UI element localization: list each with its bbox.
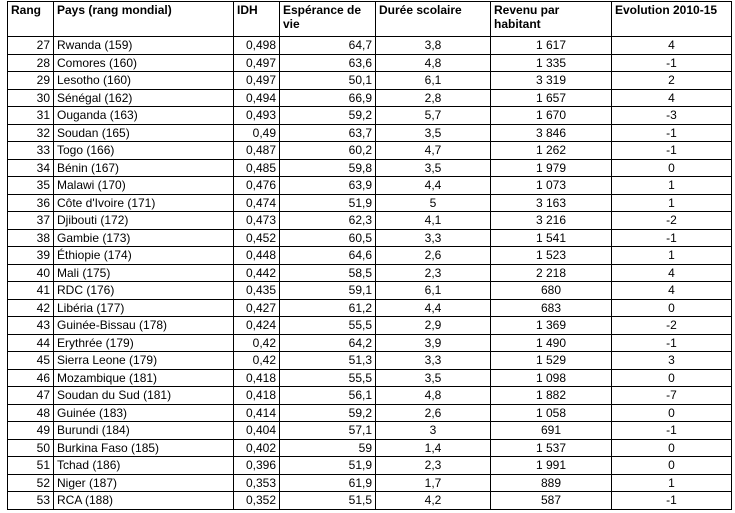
cell-idh: 0,404 <box>234 422 280 440</box>
cell-duree: 3,3 <box>376 352 491 370</box>
cell-revenu: 1 369 <box>491 317 612 335</box>
cell-idh: 0,497 <box>234 54 280 72</box>
cell-duree: 2,8 <box>376 89 491 107</box>
cell-pays: Guinée-Bissau (178) <box>54 317 234 335</box>
cell-evolution: 1 <box>612 474 732 492</box>
cell-esperance: 57,1 <box>280 422 376 440</box>
cell-esperance: 56,1 <box>280 387 376 405</box>
table-row <box>8 369 732 387</box>
cell-rang: 48 <box>8 404 54 422</box>
cell-evolution: -1 <box>612 334 732 352</box>
cell-duree: 2,3 <box>376 457 491 475</box>
cell-revenu: 1 537 <box>491 439 612 457</box>
cell-idh: 0,414 <box>234 404 280 422</box>
cell-esperance: 59,1 <box>280 282 376 300</box>
cell-idh: 0,448 <box>234 247 280 265</box>
cell-duree: 1,7 <box>376 474 491 492</box>
cell-duree: 3,9 <box>376 334 491 352</box>
table-row <box>8 37 732 55</box>
table-row <box>8 352 732 370</box>
table-row <box>8 422 732 440</box>
cell-evolution: -7 <box>612 387 732 405</box>
cell-esperance: 59,2 <box>280 404 376 422</box>
table-row <box>8 107 732 125</box>
cell-revenu: 1 335 <box>491 54 612 72</box>
cell-rang: 42 <box>8 299 54 317</box>
cell-evolution: 0 <box>612 299 732 317</box>
cell-duree: 5 <box>376 194 491 212</box>
cell-duree: 4,8 <box>376 387 491 405</box>
cell-revenu: 1 541 <box>491 229 612 247</box>
table-container <box>7 1 732 510</box>
table-row <box>8 404 732 422</box>
table-row <box>8 317 732 335</box>
cell-revenu: 3 163 <box>491 194 612 212</box>
table-row <box>8 282 732 300</box>
cell-esperance: 50,1 <box>280 72 376 90</box>
cell-esperance: 64,6 <box>280 247 376 265</box>
table-row <box>8 457 732 475</box>
table-row <box>8 334 732 352</box>
cell-rang: 33 <box>8 142 54 160</box>
cell-evolution: -1 <box>612 229 732 247</box>
cell-pays: Mozambique (181) <box>54 369 234 387</box>
table-row <box>8 159 732 177</box>
cell-revenu: 1 490 <box>491 334 612 352</box>
cell-pays: Djibouti (172) <box>54 212 234 230</box>
cell-esperance: 63,6 <box>280 54 376 72</box>
cell-esperance: 51,5 <box>280 492 376 510</box>
cell-evolution: 1 <box>612 177 732 195</box>
cell-duree: 1,4 <box>376 439 491 457</box>
cell-revenu: 3 216 <box>491 212 612 230</box>
cell-evolution: -1 <box>612 142 732 160</box>
table-row <box>8 177 732 195</box>
cell-esperance: 63,9 <box>280 177 376 195</box>
cell-idh: 0,353 <box>234 474 280 492</box>
table-row <box>8 142 732 160</box>
cell-idh: 0,452 <box>234 229 280 247</box>
cell-duree: 4,4 <box>376 299 491 317</box>
cell-duree: 4,7 <box>376 142 491 160</box>
col-header-duree: Durée scolaire <box>376 2 491 37</box>
cell-rang: 53 <box>8 492 54 510</box>
cell-rang: 29 <box>8 72 54 90</box>
cell-duree: 4,4 <box>376 177 491 195</box>
cell-revenu: 1 058 <box>491 404 612 422</box>
cell-esperance: 51,9 <box>280 194 376 212</box>
cell-idh: 0,485 <box>234 159 280 177</box>
cell-esperance: 64,2 <box>280 334 376 352</box>
cell-pays: Guinée (183) <box>54 404 234 422</box>
cell-revenu: 1 098 <box>491 369 612 387</box>
cell-idh: 0,473 <box>234 212 280 230</box>
cell-revenu: 1 617 <box>491 37 612 55</box>
cell-pays: Malawi (170) <box>54 177 234 195</box>
cell-rang: 30 <box>8 89 54 107</box>
cell-evolution: -1 <box>612 54 732 72</box>
table-row <box>8 124 732 142</box>
cell-rang: 38 <box>8 229 54 247</box>
cell-esperance: 59,2 <box>280 107 376 125</box>
cell-esperance: 64,7 <box>280 37 376 55</box>
cell-evolution: 0 <box>612 439 732 457</box>
cell-pays: Comores (160) <box>54 54 234 72</box>
col-header-revenu: Revenu par habitant <box>491 2 612 37</box>
cell-duree: 2,6 <box>376 404 491 422</box>
col-header-idh: IDH <box>234 2 280 37</box>
cell-duree: 6,1 <box>376 282 491 300</box>
cell-revenu: 1 670 <box>491 107 612 125</box>
cell-pays: Soudan du Sud (181) <box>54 387 234 405</box>
cell-pays: Burundi (184) <box>54 422 234 440</box>
cell-rang: 31 <box>8 107 54 125</box>
cell-esperance: 62,3 <box>280 212 376 230</box>
cell-revenu: 587 <box>491 492 612 510</box>
cell-pays: Éthiopie (174) <box>54 247 234 265</box>
cell-revenu: 691 <box>491 422 612 440</box>
table-row <box>8 474 732 492</box>
cell-revenu: 2 218 <box>491 264 612 282</box>
cell-evolution: -3 <box>612 107 732 125</box>
cell-idh: 0,474 <box>234 194 280 212</box>
cell-idh: 0,396 <box>234 457 280 475</box>
cell-pays: Sierra Leone (179) <box>54 352 234 370</box>
cell-evolution: -2 <box>612 212 732 230</box>
cell-duree: 3 <box>376 422 491 440</box>
cell-evolution: 1 <box>612 247 732 265</box>
cell-duree: 2,6 <box>376 247 491 265</box>
cell-rang: 37 <box>8 212 54 230</box>
cell-esperance: 60,5 <box>280 229 376 247</box>
table-row <box>8 54 732 72</box>
col-header-rang: Rang <box>8 2 54 37</box>
col-header-evolution: Evolution 2010-15 <box>612 2 732 37</box>
table-row <box>8 439 732 457</box>
cell-idh: 0,352 <box>234 492 280 510</box>
table-row <box>8 194 732 212</box>
cell-evolution: -1 <box>612 492 732 510</box>
cell-evolution: 0 <box>612 404 732 422</box>
cell-pays: Rwanda (159) <box>54 37 234 55</box>
cell-evolution: 4 <box>612 282 732 300</box>
cell-rang: 43 <box>8 317 54 335</box>
cell-revenu: 1 262 <box>491 142 612 160</box>
cell-revenu: 1 991 <box>491 457 612 475</box>
cell-revenu: 1 882 <box>491 387 612 405</box>
cell-duree: 4,8 <box>376 54 491 72</box>
cell-idh: 0,435 <box>234 282 280 300</box>
cell-rang: 49 <box>8 422 54 440</box>
cell-idh: 0,494 <box>234 89 280 107</box>
table-row <box>8 247 732 265</box>
cell-revenu: 1 073 <box>491 177 612 195</box>
cell-esperance: 61,2 <box>280 299 376 317</box>
cell-pays: RDC (176) <box>54 282 234 300</box>
cell-idh: 0,418 <box>234 387 280 405</box>
cell-rang: 44 <box>8 334 54 352</box>
cell-rang: 28 <box>8 54 54 72</box>
table-row <box>8 492 732 510</box>
cell-duree: 6,1 <box>376 72 491 90</box>
cell-esperance: 66,9 <box>280 89 376 107</box>
cell-pays: Mali (175) <box>54 264 234 282</box>
cell-duree: 3,5 <box>376 369 491 387</box>
table-row <box>8 89 732 107</box>
cell-pays: RCA (188) <box>54 492 234 510</box>
cell-esperance: 51,3 <box>280 352 376 370</box>
cell-esperance: 61,9 <box>280 474 376 492</box>
cell-duree: 5,7 <box>376 107 491 125</box>
cell-idh: 0,476 <box>234 177 280 195</box>
cell-idh: 0,427 <box>234 299 280 317</box>
cell-idh: 0,442 <box>234 264 280 282</box>
cell-esperance: 59 <box>280 439 376 457</box>
cell-evolution: 4 <box>612 264 732 282</box>
cell-rang: 35 <box>8 177 54 195</box>
idh-table <box>7 1 732 510</box>
cell-idh: 0,498 <box>234 37 280 55</box>
cell-rang: 36 <box>8 194 54 212</box>
cell-rang: 40 <box>8 264 54 282</box>
cell-evolution: 4 <box>612 89 732 107</box>
table-row <box>8 229 732 247</box>
cell-revenu: 1 523 <box>491 247 612 265</box>
col-header-esperance: Espérance de vie <box>280 2 376 37</box>
cell-rang: 50 <box>8 439 54 457</box>
cell-rang: 51 <box>8 457 54 475</box>
cell-evolution: 0 <box>612 369 732 387</box>
cell-revenu: 1 529 <box>491 352 612 370</box>
cell-esperance: 60,2 <box>280 142 376 160</box>
cell-pays: Lesotho (160) <box>54 72 234 90</box>
cell-revenu: 889 <box>491 474 612 492</box>
cell-pays: Bénin (167) <box>54 159 234 177</box>
cell-rang: 41 <box>8 282 54 300</box>
cell-revenu: 3 319 <box>491 72 612 90</box>
cell-esperance: 63,7 <box>280 124 376 142</box>
cell-duree: 3,5 <box>376 124 491 142</box>
cell-revenu: 1 657 <box>491 89 612 107</box>
cell-revenu: 680 <box>491 282 612 300</box>
cell-idh: 0,487 <box>234 142 280 160</box>
cell-pays: Togo (166) <box>54 142 234 160</box>
cell-rang: 52 <box>8 474 54 492</box>
cell-pays: Libéria (177) <box>54 299 234 317</box>
cell-pays: Sénégal (162) <box>54 89 234 107</box>
cell-duree: 3,8 <box>376 37 491 55</box>
cell-idh: 0,418 <box>234 369 280 387</box>
cell-idh: 0,42 <box>234 334 280 352</box>
cell-esperance: 59,8 <box>280 159 376 177</box>
cell-idh: 0,424 <box>234 317 280 335</box>
header-row <box>8 2 732 37</box>
cell-esperance: 55,5 <box>280 369 376 387</box>
cell-idh: 0,497 <box>234 72 280 90</box>
cell-pays: Erythrée (179) <box>54 334 234 352</box>
cell-evolution: -1 <box>612 124 732 142</box>
cell-duree: 3,3 <box>376 229 491 247</box>
cell-esperance: 51,9 <box>280 457 376 475</box>
cell-rang: 32 <box>8 124 54 142</box>
cell-pays: Burkina Faso (185) <box>54 439 234 457</box>
cell-duree: 2,9 <box>376 317 491 335</box>
cell-idh: 0,493 <box>234 107 280 125</box>
cell-rang: 45 <box>8 352 54 370</box>
cell-duree: 2,3 <box>376 264 491 282</box>
cell-pays: Ouganda (163) <box>54 107 234 125</box>
cell-evolution: 0 <box>612 457 732 475</box>
cell-revenu: 683 <box>491 299 612 317</box>
cell-idh: 0,42 <box>234 352 280 370</box>
cell-evolution: 0 <box>612 159 732 177</box>
cell-duree: 4,2 <box>376 492 491 510</box>
cell-idh: 0,49 <box>234 124 280 142</box>
cell-evolution: -1 <box>612 422 732 440</box>
cell-pays: Soudan (165) <box>54 124 234 142</box>
table-row <box>8 387 732 405</box>
cell-rang: 46 <box>8 369 54 387</box>
cell-rang: 39 <box>8 247 54 265</box>
cell-esperance: 55,5 <box>280 317 376 335</box>
cell-rang: 47 <box>8 387 54 405</box>
cell-duree: 4,1 <box>376 212 491 230</box>
cell-duree: 3,5 <box>376 159 491 177</box>
cell-evolution: 1 <box>612 194 732 212</box>
table-row <box>8 299 732 317</box>
cell-evolution: 2 <box>612 72 732 90</box>
cell-revenu: 1 979 <box>491 159 612 177</box>
cell-rang: 27 <box>8 37 54 55</box>
cell-revenu: 3 846 <box>491 124 612 142</box>
table-row <box>8 212 732 230</box>
col-header-pays: Pays (rang mondial) <box>54 2 234 37</box>
cell-idh: 0,402 <box>234 439 280 457</box>
cell-pays: Côte d'Ivoire (171) <box>54 194 234 212</box>
table-row <box>8 264 732 282</box>
cell-evolution: 4 <box>612 37 732 55</box>
cell-evolution: -2 <box>612 317 732 335</box>
cell-pays: Tchad (186) <box>54 457 234 475</box>
cell-evolution: 3 <box>612 352 732 370</box>
cell-pays: Niger (187) <box>54 474 234 492</box>
cell-esperance: 58,5 <box>280 264 376 282</box>
table-row <box>8 72 732 90</box>
cell-rang: 34 <box>8 159 54 177</box>
cell-pays: Gambie (173) <box>54 229 234 247</box>
